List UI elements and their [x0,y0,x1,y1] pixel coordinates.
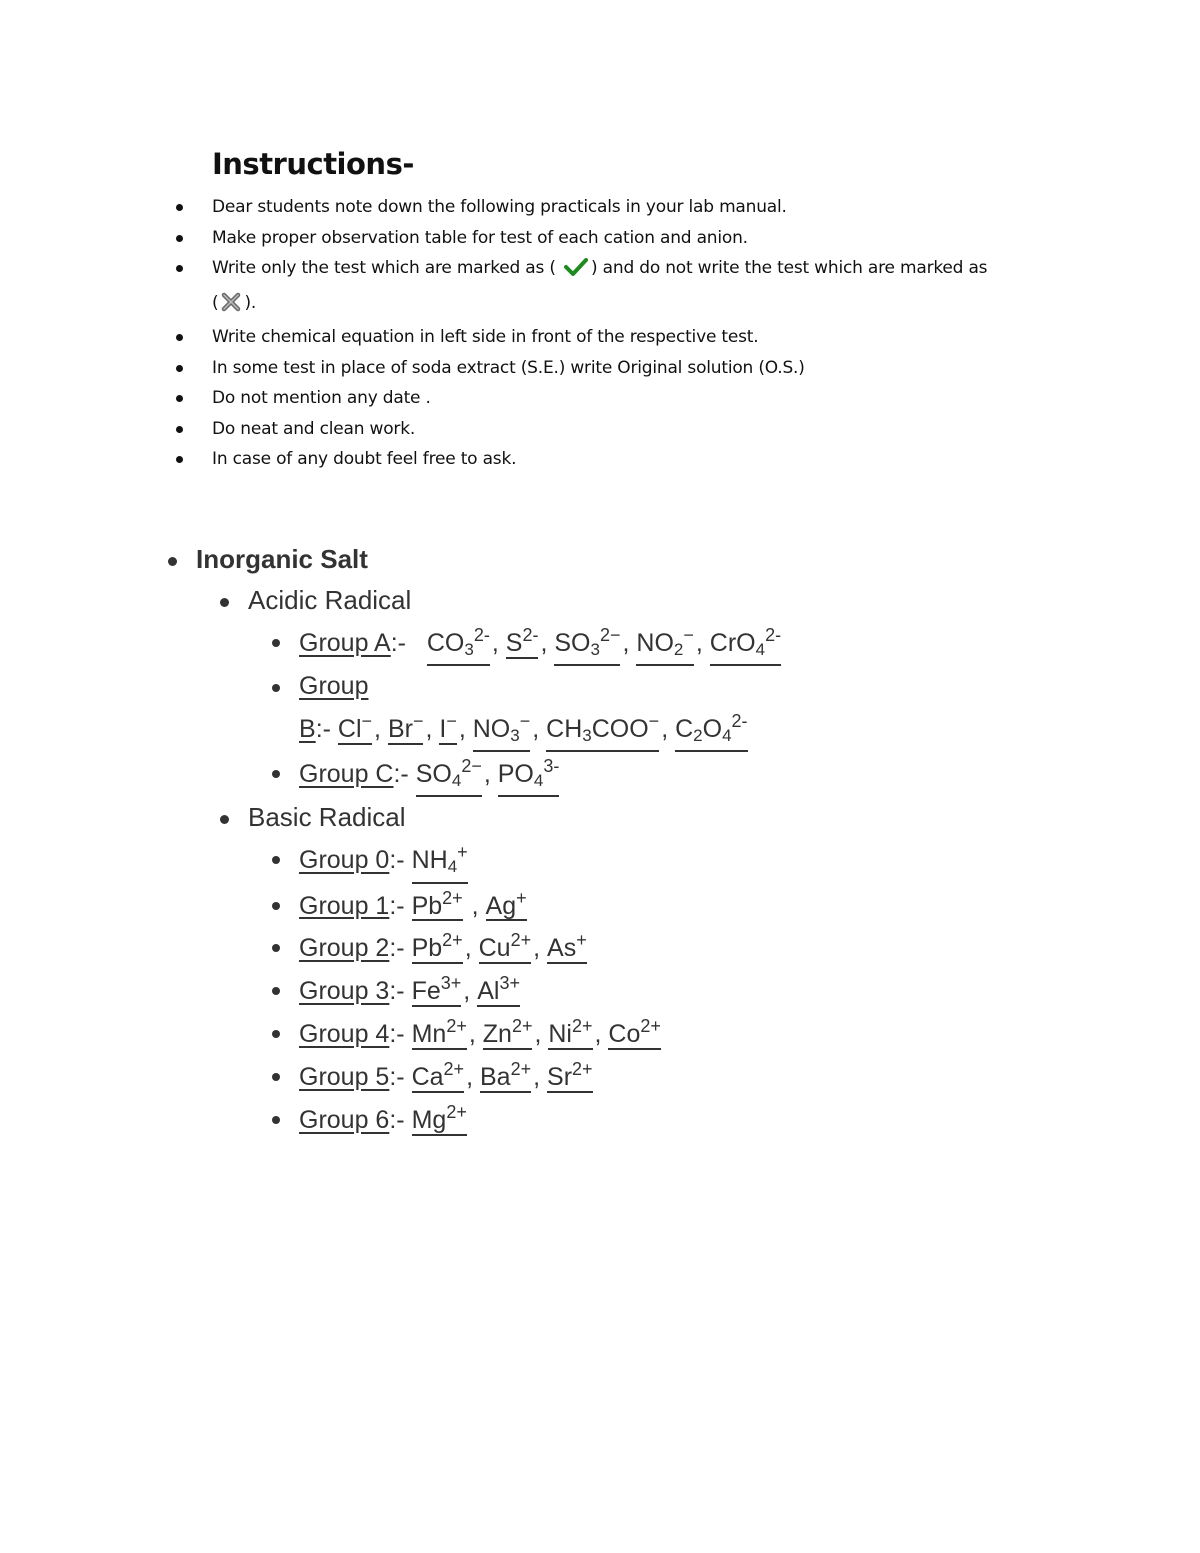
ion-lead: $Pb^{2+}$ [412,926,463,964]
group-c-item: Group C:- $SO_4^{2-}$, $PO_4^{3-}$ [216,752,1064,797]
inorganic-salt-heading: Inorganic Salt [164,538,1064,580]
ion-nickel: $Ni^{2+}$ [548,1012,592,1050]
ion-magnesium: $Mg^{2+}$ [412,1098,467,1136]
group-a-item: Group A:- $CO_3^{2-}$, $S^{2-}$, $SO_3^{2-}$, $NO_2^-$, CrO$_4^{2-}$ [216,621,1064,666]
group-b-item: Group B:- Cl−, Br−, I−, $NO_3^-$, $CH_3COO^-$, $C_2O_4^{2-}$ [216,666,1064,752]
list-item: Do neat and clean work. [174,414,1054,445]
group-6-item: Group 6:- $Mg^{2+}$ [216,1098,1064,1141]
list-item: In some test in place of soda extract (S.E.) write Original solution (O.S.) [174,353,1054,384]
ion-barium: $Ba^{2+}$ [480,1055,531,1093]
inorganic-salt-section [164,538,1064,1141]
group-1-item: Group 1:- $Pb^{2+}$ , Ag+ [216,884,1064,927]
list-item: Write chemical equation in left side in front of the respective test. [174,322,1054,353]
ion-zinc: $Zn^{2+}$ [483,1012,533,1050]
ion-chloride: Cl− [338,707,372,745]
list-item: Do not mention any date . [174,383,1054,414]
ion-silver: Ag+ [486,884,527,922]
ion-iron: $Fe^{3+}$ [412,969,462,1007]
cross-icon [221,292,241,323]
basic-radical-label: Basic Radical [164,797,1064,838]
group-4-item: Group 4:- $Mn^{2+}$, $Zn^{2+}$, $Ni^{2+}$, $Co^{2+}$ [216,1012,1064,1055]
ion-carbonate: $CO_3^{2-}$ [427,621,490,666]
ion-acetate: $CH_3COO^-$ [546,707,659,752]
ion-lead: $Pb^{2+}$ [412,884,463,922]
acidic-radical-label: Acidic Radical [164,580,1064,621]
group-5-item: Group 5:- $Ca^{2+}$, $Ba^{2+}$, $Sr^{2+}$ [216,1055,1064,1098]
ion-calcium: $Ca^{2+}$ [412,1055,465,1093]
list-item: Write only the test which are marked as ( ) and do not write the test which are marked as ( ). [174,253,1054,322]
ion-sulfite: $SO_3^{2-}$ [554,621,620,666]
ion-manganese: $Mn^{2+}$ [412,1012,467,1050]
list-item: Dear students note down the following practicals in your lab manual. [174,192,1054,223]
ion-bromide: Br− [388,707,424,745]
group-3-item: Group 3:- $Fe^{3+}$, $Al^{3+}$ [216,969,1064,1012]
group-0-item: Group 0:- $NH_4^+$ [216,838,1064,883]
instructions-title: Instructions- [212,147,414,181]
list-item: In case of any doubt feel free to ask. [174,444,1054,475]
ion-oxalate: $C_2O_4^{2-}$ [675,707,747,752]
ion-nitrite: $NO_2^-$ [636,621,693,666]
ion-cobalt: $Co^{2+}$ [608,1012,661,1050]
ion-arsenic: As+ [547,926,587,964]
ion-sulfide: $S^{2-}$ [506,621,539,659]
group-2-item: Group 2:- $Pb^{2+}$, $Cu^{2+}$, As+ [216,926,1064,969]
ion-nitrate: $NO_3^-$ [473,707,530,752]
instructions-section [174,142,1054,475]
instructions-list [174,192,1054,475]
ion-ammonium: $NH_4^+$ [412,838,468,883]
ion-copper: $Cu^{2+}$ [479,926,532,964]
ion-chromate: CrO$_4^{2-}$ [710,621,781,666]
ion-phosphate: $PO_4^{3-}$ [498,752,560,797]
ion-sulfate: $SO_4^{2-}$ [416,752,482,797]
ion-iodide: I− [439,707,456,745]
ion-aluminium: $Al^{3+}$ [477,969,520,1007]
list-item: Make proper observation table for test of each cation and anion. [174,223,1054,254]
ion-strontium: $Sr^{2+}$ [547,1055,593,1093]
check-icon [564,257,588,288]
